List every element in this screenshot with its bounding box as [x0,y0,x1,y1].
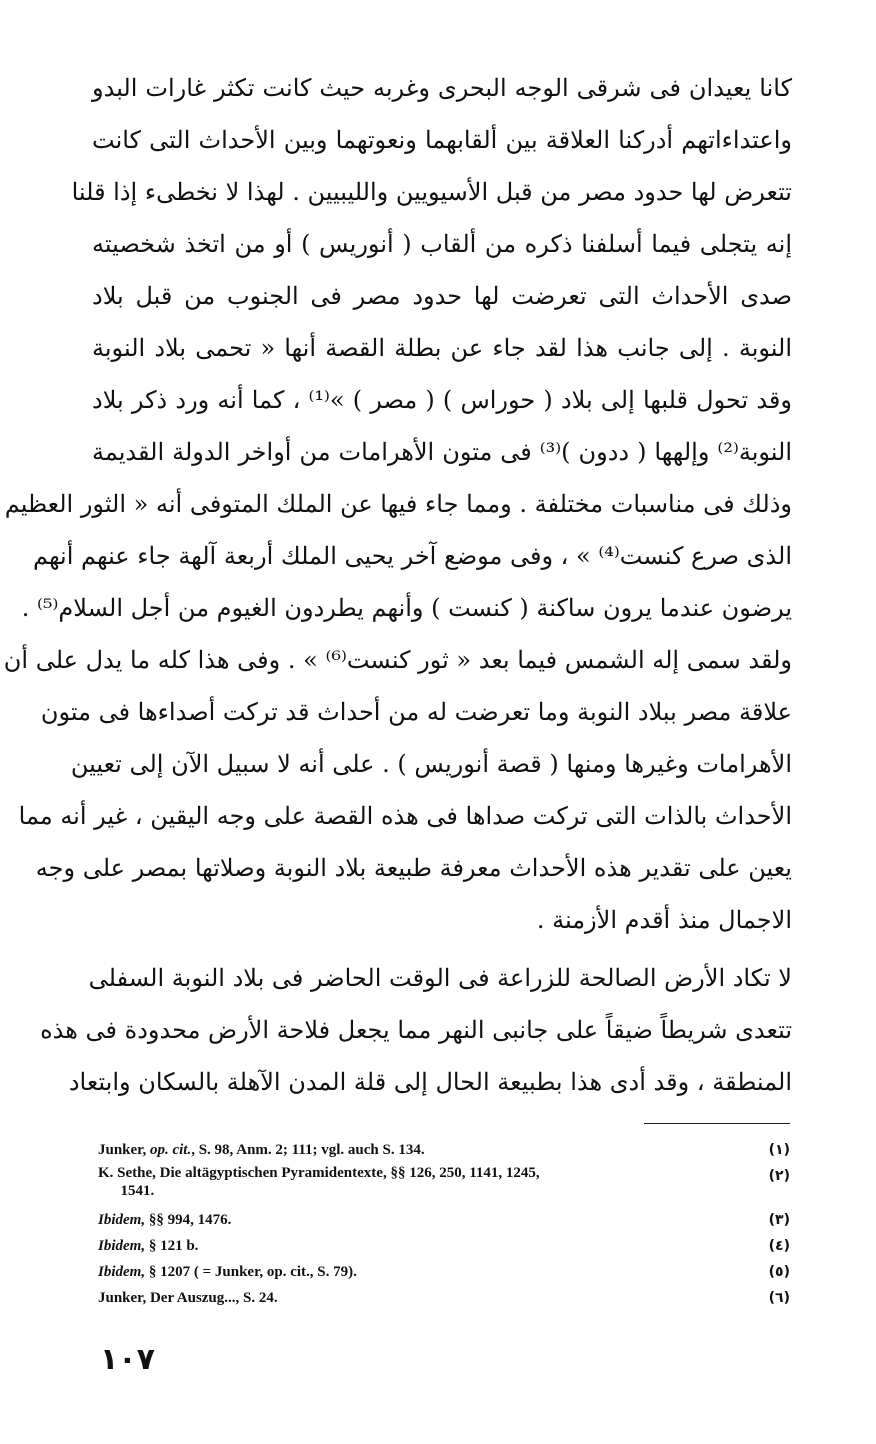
text-line: الأحداث بالذات التى تركت صداها فى هذه القصة على وجه اليقين ، غير أنه مما [18,802,792,830]
text-line: علاقة مصر ببلاد النوبة وما تعرضت له من أحداث قد تركت أصداءها فى متون [40,698,792,726]
main-text [3,62,792,1108]
text-line: صدى الأحداث التى تعرضت لها حدود مصر فى الجنوب من قبل بلاد [92,282,792,310]
footnote-citation: Ibidem, § 1207 ( = Junker, op. cit., S. 79). [98,1264,357,1280]
text-line: كانا يعيدان فى شرقى الوجه البحرى وغربه حيث كانت تكثر غارات البدو [92,74,792,102]
footnote [98,1234,790,1260]
footnotes [98,1138,790,1312]
footnote-number: (٥) [768,1264,790,1280]
text-line: المنطقة ، وقد أدى هذا بطبيعة الحال إلى قلة المدن الآهلة بالسكان وابتعاد [68,1068,792,1096]
footnote-citation: K. Sethe, Die altägyptischen Pyramidentexte, §§ 126, 250, 1141, 1245, 1541. [98,1165,540,1199]
text-line: الأهرامات وغيرها ومنها ( قصة أنوريس ) . على أنه لا سبيل الآن إلى تعيين [70,750,792,778]
footnote [98,1164,790,1208]
text-line: النوبة . إلى جانب هذا لقد جاء عن بطلة القصة أنها « تحمى بلاد النوبة [92,334,792,362]
text-line: واعتداءاتهم أدركنا العلاقة بين ألقابهما ونعوتهما وبين الأحداث التى كانت [92,126,792,154]
footnote-citation: Junker, Der Auszug..., S. 24. [98,1290,278,1306]
footnote-number: (١) [768,1142,790,1158]
text-line: لا تكاد الأرض الصالحة للزراعة فى الوقت الحاضر فى بلاد النوبة السفلى [88,964,792,992]
text-line: تتعرض لها حدود مصر من قبل الأسيويين والليبيين . لهذا لا نخطىء إذا قلنا [71,178,792,206]
footnote-divider [644,1123,790,1124]
footnote-number: (٤) [768,1238,790,1254]
text-line: الذى صرع كنست⁽⁴⁾ » ، وفى موضع آخر يحيى الملك أربعة آلهة جاء عنهم أنهم [33,542,792,570]
footnote-number: (٣) [768,1212,790,1228]
text-line: وقد تحول قلبها إلى بلاد ( حوراس ) ( مصر ) »⁽¹⁾ ، كما أنه ورد ذكر بلاد [92,386,792,414]
text-line: النوبة⁽²⁾ وإلهها ( ددون )⁽³⁾ فى متون الأهرامات من أواخر الدولة القديمة [92,438,792,466]
text-line: إنه يتجلى فيما أسلفنا ذكره من ألقاب ( أنوريس ) أو من اتخذ شخصيته [92,230,792,258]
text-line: ولقد سمى إله الشمس فيما بعد « ثور كنست⁽⁶⁾ » . وفى هذا كله ما يدل على أن [3,646,792,674]
footnote [98,1138,790,1164]
text-line: الاجمال منذ أقدم الأزمنة . [536,906,792,934]
text-line: وذلك فى مناسبات مختلفة . ومما جاء فيها عن الملك المتوفى أنه « الثور العظيم [4,490,792,518]
footnote-number: (٢) [768,1168,790,1184]
footnote-citation: Ibidem, § 121 b. [98,1238,199,1254]
page-number: ١٠٧ [100,1342,155,1377]
text-line: يعين على تقدير هذه الأحداث معرفة طبيعة بلاد النوبة وصلاتها بمصر على وجه [35,854,792,882]
footnote-citation: Ibidem, §§ 994, 1476. [98,1212,232,1228]
footnote-number: (٦) [768,1290,790,1306]
footnote [98,1260,790,1286]
footnote [98,1286,790,1312]
footnote [98,1208,790,1234]
text-line: تتعدى شريطاً ضيقاً على جانبى النهر مما يجعل فلاحة الأرض محدودة فى هذه [40,1016,792,1044]
text-line: يرضون عندما يرون ساكنة ( كنست ) وأنهم يطردون الغيوم من أجل السلام⁽⁵⁾ . [21,594,792,622]
footnote-citation: Junker, op. cit., S. 98, Anm. 2; 111; vgl. auch S. 134. [98,1142,425,1158]
